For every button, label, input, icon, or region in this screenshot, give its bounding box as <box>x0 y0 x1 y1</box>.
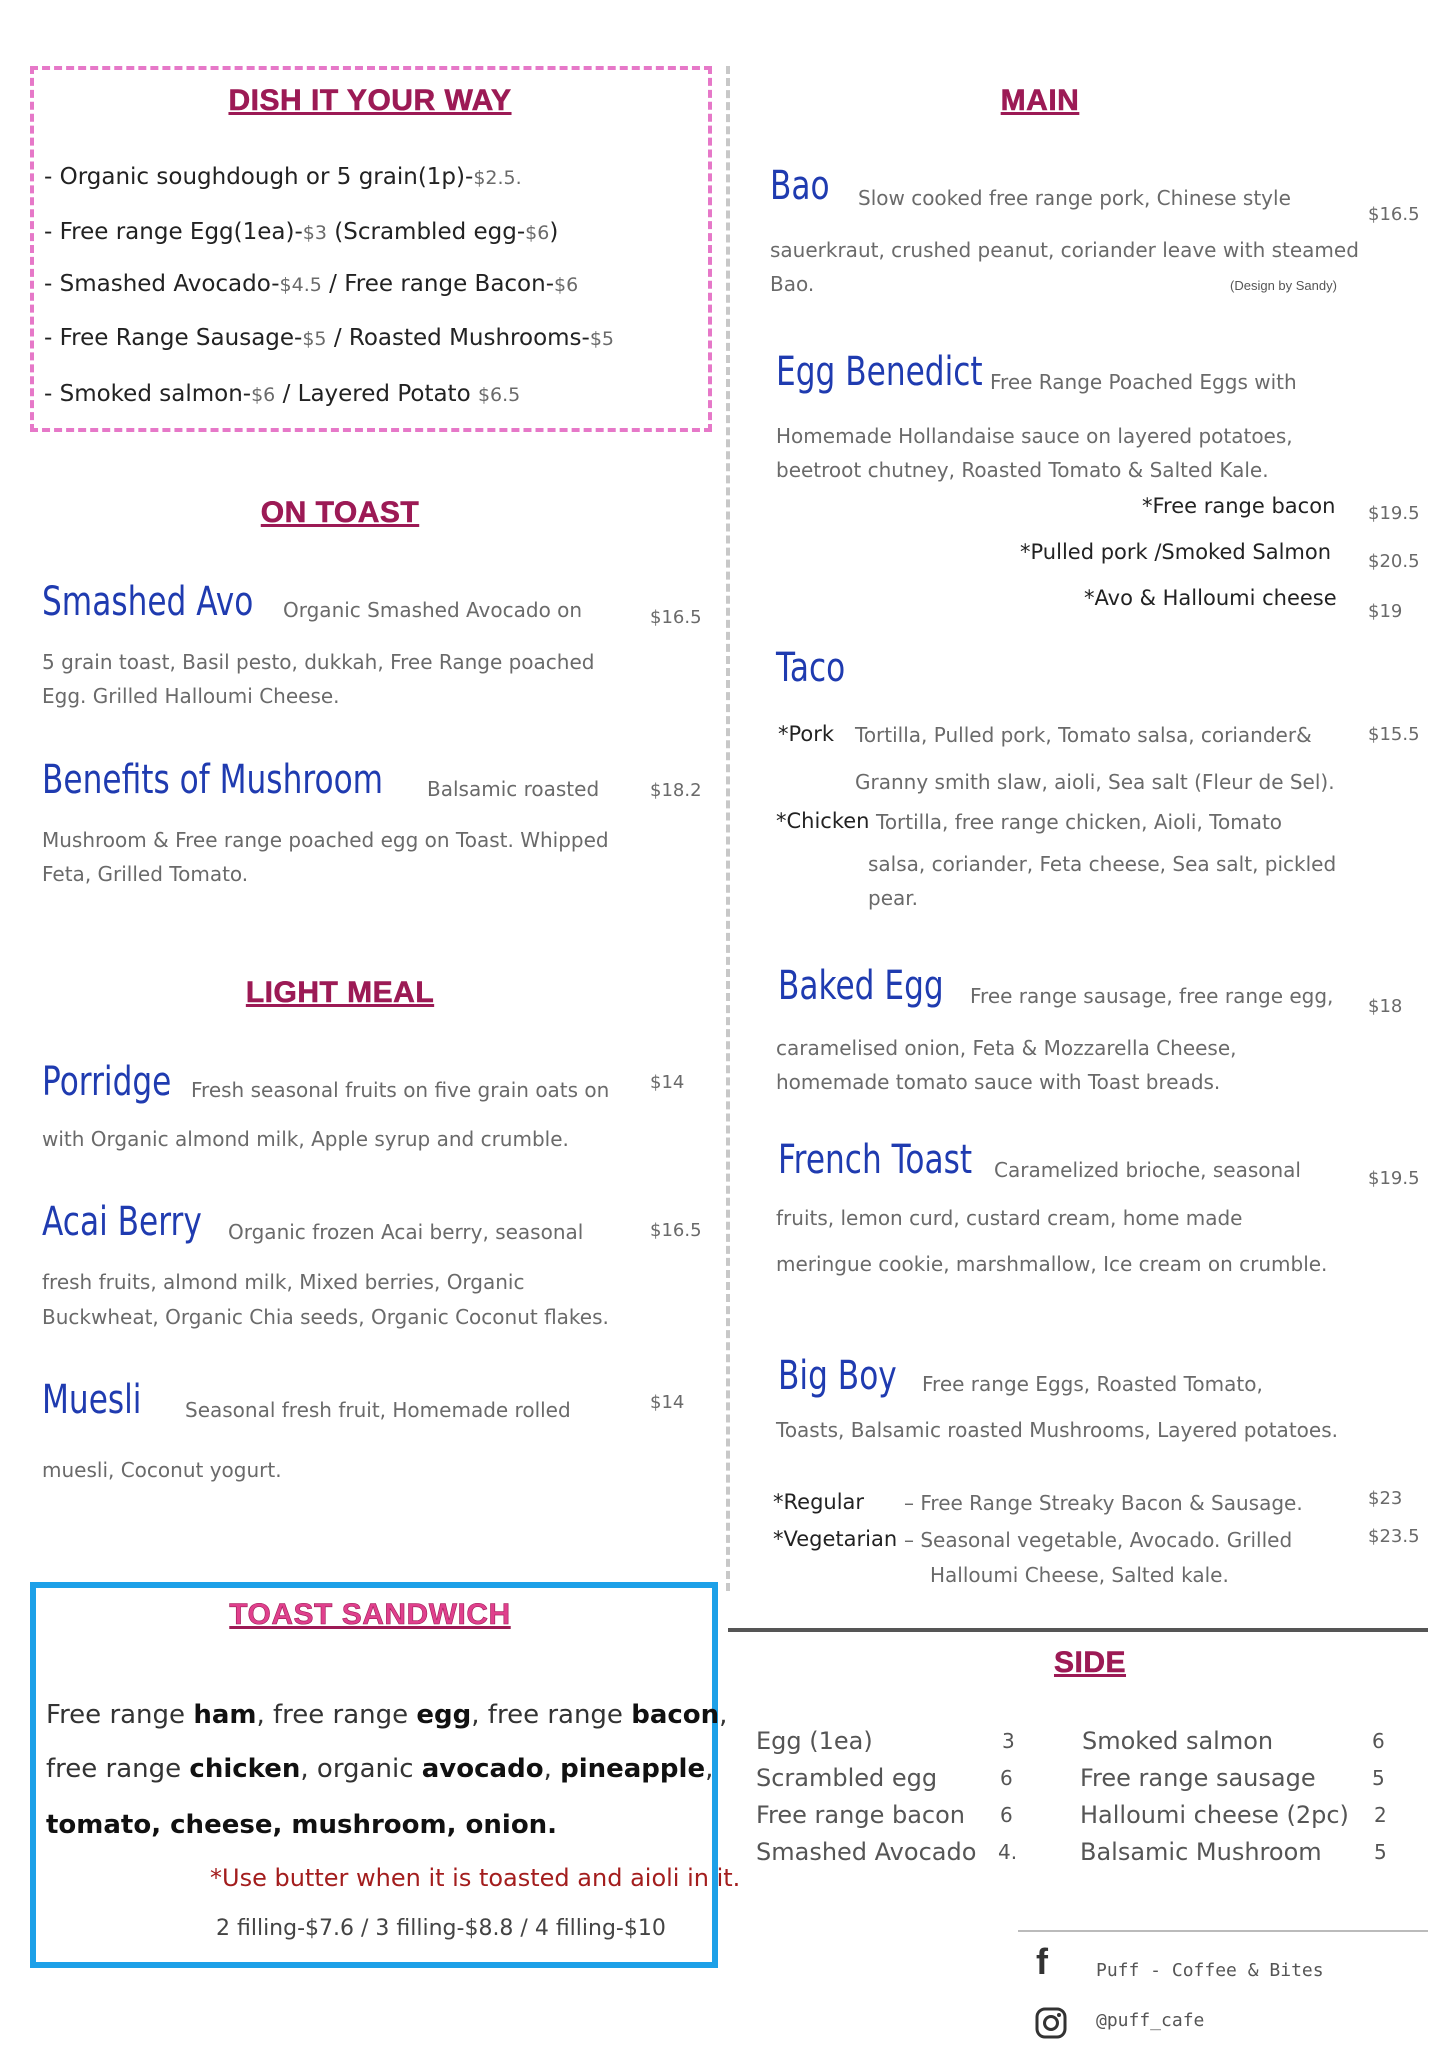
baked-egg-name: Baked Egg <box>778 963 944 1009</box>
french-toast-price: $19.5 <box>1368 1168 1420 1189</box>
baked-egg-price: $18 <box>1368 996 1403 1017</box>
taco-pork-desc-2: Granny smith slaw, aioli, Sea salt (Fleur de Sel). <box>855 770 1335 794</box>
instagram-icon[interactable] <box>1034 2006 1068 2040</box>
acai-berry-price: $16.5 <box>650 1220 702 1241</box>
sandwich-line-2: free range chicken, organic avocado, pineapple, <box>46 1754 714 1784</box>
egg-benedict-option-2-price: $20.5 <box>1368 551 1420 572</box>
dish-it-your-way-title: DISH IT YOUR WAY <box>228 84 512 117</box>
smashed-avo-desc-2: 5 grain toast, Basil pesto, dukkah, Free Range poached <box>42 650 595 674</box>
acai-berry-desc-2: fresh fruits, almond milk, Mixed berries, Organic <box>42 1270 525 1294</box>
egg-benedict-option-3-price: $19 <box>1368 601 1403 622</box>
porridge-desc: Fresh seasonal fruits on five grain oats on <box>191 1078 610 1102</box>
big-boy-vegetarian-desc: – Seasonal vegetable, Avocado. Grilled <box>904 1528 1293 1552</box>
french-toast-desc-2: fruits, lemon curd, custard cream, home made <box>776 1206 1243 1230</box>
smashed-avo-name: Smashed Avo <box>42 579 254 625</box>
big-boy-vegetarian-label: *Vegetarian <box>773 1527 898 1551</box>
acai-berry-desc: Organic frozen Acai berry, seasonal <box>228 1220 584 1244</box>
taco-pork-label: *Pork <box>778 722 835 746</box>
sandwich-line-3: tomato, cheese, mushroom, onion. <box>46 1810 558 1840</box>
bao-desc-3: Bao. <box>770 272 815 296</box>
side-right-price-4: 5 <box>1374 1840 1387 1864</box>
big-boy-desc-2: Toasts, Balsamic roasted Mushrooms, Layered potatoes. <box>776 1418 1338 1442</box>
side-left-price-3: 6 <box>1000 1803 1013 1827</box>
taco-chicken-desc-2: salsa, coriander, Feta cheese, Sea salt, pickled <box>868 852 1337 876</box>
toast-sandwich-title: TOAST SANDWICH <box>229 1598 511 1631</box>
side-right-item-2: Free range sausage <box>1080 1764 1316 1792</box>
on-toast-title: ON TOAST <box>260 496 420 529</box>
bao-desc: Slow cooked free range pork, Chinese style <box>858 186 1291 210</box>
dish-line-3: - Smashed Avocado-$4.5 / Free range Bacon-$6 <box>44 271 579 297</box>
benefits-of-mushroom-desc-3: Feta, Grilled Tomato. <box>42 862 249 886</box>
horizontal-divider <box>728 1628 1428 1632</box>
egg-benedict-name: Egg Benedict <box>776 349 983 395</box>
sandwich-line-1: Free range ham, free range egg, free range bacon, <box>46 1700 728 1730</box>
big-boy-regular-price: $23 <box>1368 1488 1403 1509</box>
egg-benedict-desc-3: beetroot chutney, Roasted Tomato & Salted Kale. <box>776 458 1269 482</box>
dish-line-5: - Smoked salmon-$6 / Layered Potato $6.5 <box>44 381 521 407</box>
side-left-item-4: Smashed Avocado <box>756 1838 977 1866</box>
acai-berry-name: Acai Berry <box>42 1199 202 1245</box>
side-right-item-3: Halloumi cheese (2pc) <box>1080 1801 1349 1829</box>
big-boy-vegetarian-desc-2: Halloumi Cheese, Salted kale. <box>930 1563 1229 1587</box>
benefits-of-mushroom-desc: Balsamic roasted <box>427 777 600 801</box>
big-boy-desc: Free range Eggs, Roasted Tomato, <box>922 1372 1263 1396</box>
dish-line-2: - Free range Egg(1ea)-$3 (Scrambled egg-$6) <box>44 219 559 245</box>
sandwich-pricing: 2 filling-$7.6 / 3 filling-$8.8 / 4 filling-$10 <box>216 1916 666 1941</box>
bao-credit: (Design by Sandy) <box>1230 278 1337 293</box>
dish-line-4: - Free Range Sausage-$5 / Roasted Mushrooms-$5 <box>44 325 615 351</box>
big-boy-regular-desc: – Free Range Streaky Bacon & Sausage. <box>904 1491 1303 1515</box>
side-left-price-1: 3 <box>1002 1729 1015 1753</box>
smashed-avo-desc: Organic Smashed Avocado on <box>283 598 583 622</box>
facebook-page-name[interactable]: Puff - Coffee & Bites <box>1096 1960 1324 1981</box>
benefits-of-mushroom-price: $18.2 <box>650 780 702 801</box>
baked-egg-desc-2: caramelised onion, Feta & Mozzarella Cheese, <box>776 1036 1237 1060</box>
side-left-item-3: Free range bacon <box>756 1801 966 1829</box>
baked-egg-desc: Free range sausage, free range egg, <box>970 984 1334 1008</box>
benefits-of-mushroom-name: Benefits of Mushroom <box>42 757 384 803</box>
footer-divider <box>1018 1930 1428 1932</box>
facebook-icon[interactable]: f <box>1036 1941 1048 1982</box>
bao-name: Bao <box>770 163 830 209</box>
muesli-desc-2: muesli, Coconut yogurt. <box>42 1458 282 1482</box>
french-toast-name: French Toast <box>778 1137 973 1183</box>
egg-benedict-option-1-price: $19.5 <box>1368 503 1420 524</box>
side-title: SIDE <box>1053 1646 1127 1679</box>
side-left-price-2: 6 <box>1000 1766 1013 1790</box>
muesli-name: Muesli <box>42 1377 142 1423</box>
baked-egg-desc-3: homemade tomato sauce with Toast breads. <box>776 1070 1221 1094</box>
taco-pork-desc: Tortilla, Pulled pork, Tomato salsa, coriander& <box>855 723 1312 747</box>
taco-chicken-desc: Tortilla, free range chicken, Aioli, Tomato <box>876 810 1283 834</box>
main-title: MAIN <box>1000 84 1080 117</box>
big-boy-name: Big Boy <box>778 1353 897 1399</box>
egg-benedict-option-1: *Free range bacon <box>1142 494 1336 518</box>
instagram-glyph <box>1034 2006 1068 2040</box>
bao-price: $16.5 <box>1368 204 1420 225</box>
vertical-divider <box>726 66 730 1591</box>
egg-benedict-desc-2: Homemade Hollandaise sauce on layered potatoes, <box>776 424 1293 448</box>
side-right-price-1: 6 <box>1372 1729 1385 1753</box>
big-boy-regular-label: *Regular <box>773 1490 865 1514</box>
acai-berry-desc-3: Buckwheat, Organic Chia seeds, Organic Coconut flakes. <box>42 1305 609 1329</box>
side-right-price-2: 5 <box>1372 1766 1385 1790</box>
big-boy-vegetarian-price: $23.5 <box>1368 1526 1420 1547</box>
side-right-price-3: 2 <box>1374 1803 1387 1827</box>
egg-benedict-option-2: *Pulled pork /Smoked Salmon <box>1020 540 1332 564</box>
side-left-item-1: Egg (1ea) <box>756 1727 873 1755</box>
muesli-price: $14 <box>650 1392 685 1413</box>
sandwich-note: *Use butter when it is toasted and aioli in it. <box>210 1864 741 1892</box>
light-meal-title: LIGHT MEAL <box>245 976 435 1009</box>
side-right-item-1: Smoked salmon <box>1082 1727 1274 1755</box>
side-left-price-4: 4. <box>998 1840 1018 1864</box>
egg-benedict-option-3: *Avo & Halloumi cheese <box>1084 586 1337 610</box>
egg-benedict-desc: Free Range Poached Eggs with <box>990 370 1297 394</box>
french-toast-desc: Caramelized brioche, seasonal <box>994 1158 1301 1182</box>
taco-name: Taco <box>776 645 846 691</box>
muesli-desc: Seasonal fresh fruit, Homemade rolled <box>185 1398 571 1422</box>
dish-it-your-way-box <box>30 66 712 432</box>
porridge-price: $14 <box>650 1072 685 1093</box>
smashed-avo-desc-3: Egg. Grilled Halloumi Cheese. <box>42 684 340 708</box>
porridge-desc-2: with Organic almond milk, Apple syrup and crumble. <box>42 1127 569 1151</box>
taco-chicken-label: *Chicken <box>776 809 870 833</box>
taco-price: $15.5 <box>1368 724 1420 745</box>
side-left-item-2: Scrambled egg <box>756 1764 938 1792</box>
french-toast-desc-3: meringue cookie, marshmallow, Ice cream on crumble. <box>776 1252 1328 1276</box>
benefits-of-mushroom-desc-2: Mushroom & Free range poached egg on Toast. Whipped <box>42 828 609 852</box>
taco-chicken-desc-3: pear. <box>868 886 918 910</box>
porridge-name: Porridge <box>42 1059 172 1105</box>
bao-desc-2: sauerkraut, crushed peanut, coriander leave with steamed <box>770 238 1359 262</box>
dish-line-1: - Organic soughdough or 5 grain(1p)-$2.5. <box>44 164 522 190</box>
smashed-avo-price: $16.5 <box>650 607 702 628</box>
instagram-handle[interactable]: @puff_cafe <box>1096 2010 1205 2031</box>
side-right-item-4: Balsamic Mushroom <box>1080 1838 1322 1866</box>
